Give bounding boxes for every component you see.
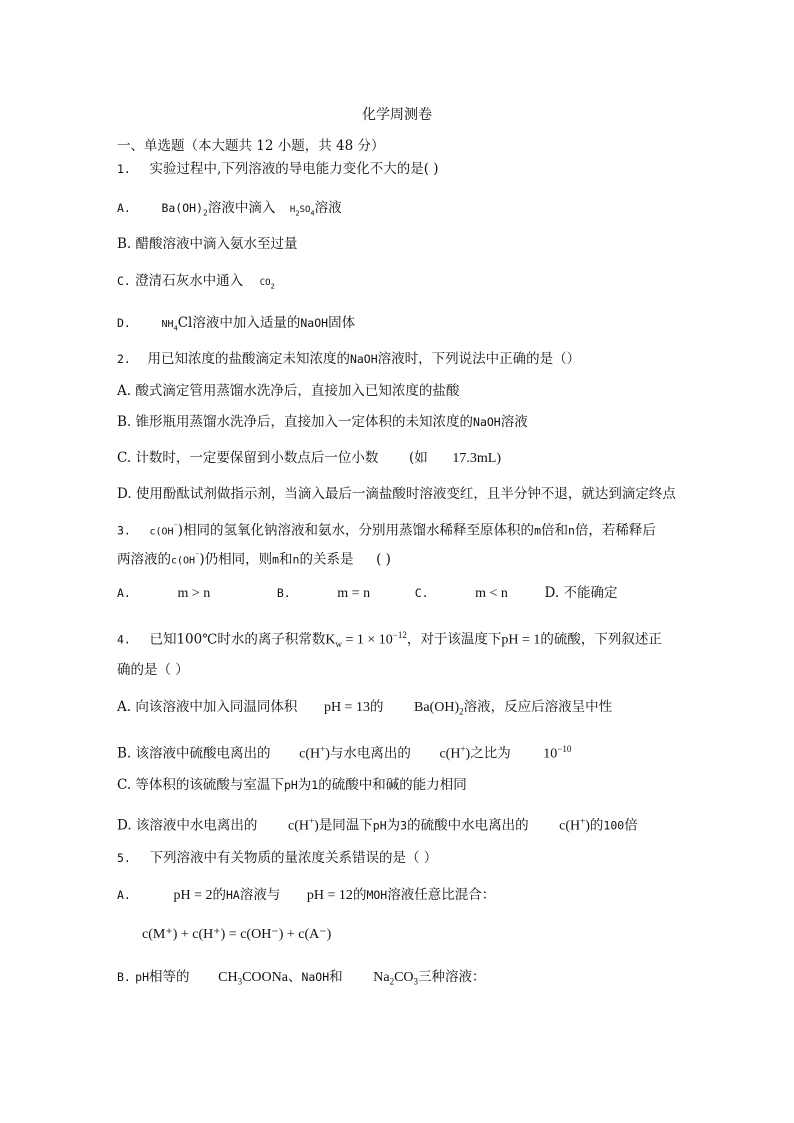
question-3-line-1: 3. c(OH⁻)相同的氢氧化钠溶液和氨水，分别用蒸馏水稀释至原体积的m倍和n倍，若稀释后 <box>117 522 656 539</box>
question-5-stem: 5. 下列溶液中有关物质的量浓度关系错误的是（ ） <box>117 850 438 866</box>
question-5-option-a: A. pH = 2的HA溶液与 pH = 12的MOH溶液任意比混合： <box>117 887 496 903</box>
page-title: 化学周测卷 <box>362 107 432 123</box>
question-4-option-d: D. 该溶液中水电离出的 c(H+)是同温下pH为3的硫酸中水电离出的 c(H+)的100倍 <box>117 816 638 834</box>
question-1-option-b: B. 醋酸溶液中滴入氨水至过量 <box>117 236 298 252</box>
question-1-option-a: A. $Ba(OH)_2$溶液中滴入 $H_2SO_4$溶液 <box>117 200 342 218</box>
section-heading: 一、单选题（本大题共 12 小题，共 48 分） <box>117 138 385 154</box>
question-2-stem: 2. 用已知浓度的盐酸滴定未知浓度的NaOH溶液时，下列说法中正确的是（） <box>117 351 581 367</box>
question-4-option-a: A. 向该溶液中加入同温同体积 pH = 13的 $Ba(OH)_2$溶液，反应后溶液呈中性 <box>117 699 613 717</box>
question-3-options: A. m > n B. m = n C. m < n D. 不能确定 <box>117 585 618 601</box>
question-4-line-2: 确的是（ ） <box>117 662 189 678</box>
question-2-option-d: D. 使用酚酞试剂做指示剂，当滴入最后一滴盐酸时溶液变红，且半分钟不退，就达到滴定终点 <box>117 486 676 502</box>
question-4-option-c: C. 等体积的该硫酸与室温下pH为1的硫酸中和碱的能力相同 <box>117 777 467 793</box>
question-2-option-b: B. 锥形瓶用蒸馏水洗净后，直接加入一定体积的未知浓度的NaOH溶液 <box>117 414 528 430</box>
question-5-option-b: B. pH相等的 $CH_3COONa$、NaOH和 $Na_2CO_3$三种溶液： <box>117 969 486 987</box>
question-5-equation: c(M⁺) + c(H⁺) = c(OH⁻) + c(A⁻) <box>142 927 332 942</box>
question-3-line-2: 两溶液的c(OH⁻)仍相同，则m和n的关系是 ( ) <box>117 551 391 568</box>
question-1-stem: 1. 实验过程中,下列溶液的导电能力变化不大的是( ) <box>117 161 439 177</box>
question-1-option-d: D. $NH_4Cl$溶液中加入适量的NaOH固体 <box>117 315 356 333</box>
question-4-line-1: 4. 已知100℃时水的离子积常数$K_w = 1 \times 10^{-12}$，对于该温度下pH = 1的硫酸，下列叙述正 <box>117 630 662 650</box>
question-2-option-c: C. 计数时，一定要保留到小数点后一位小数 (如 17.3mL) <box>117 450 502 466</box>
question-2-option-a: A. 酸式滴定管用蒸馏水洗净后，直接加入已知浓度的盐酸 <box>117 383 460 399</box>
question-4-option-b: B. 该溶液中硫酸电离出的 c(H+)与水电离出的 c(H+)之比为 $10^{-10}$ <box>117 744 572 762</box>
question-1-option-c: C. 澄清石灰水中通入 $CO_2$ <box>117 273 275 291</box>
